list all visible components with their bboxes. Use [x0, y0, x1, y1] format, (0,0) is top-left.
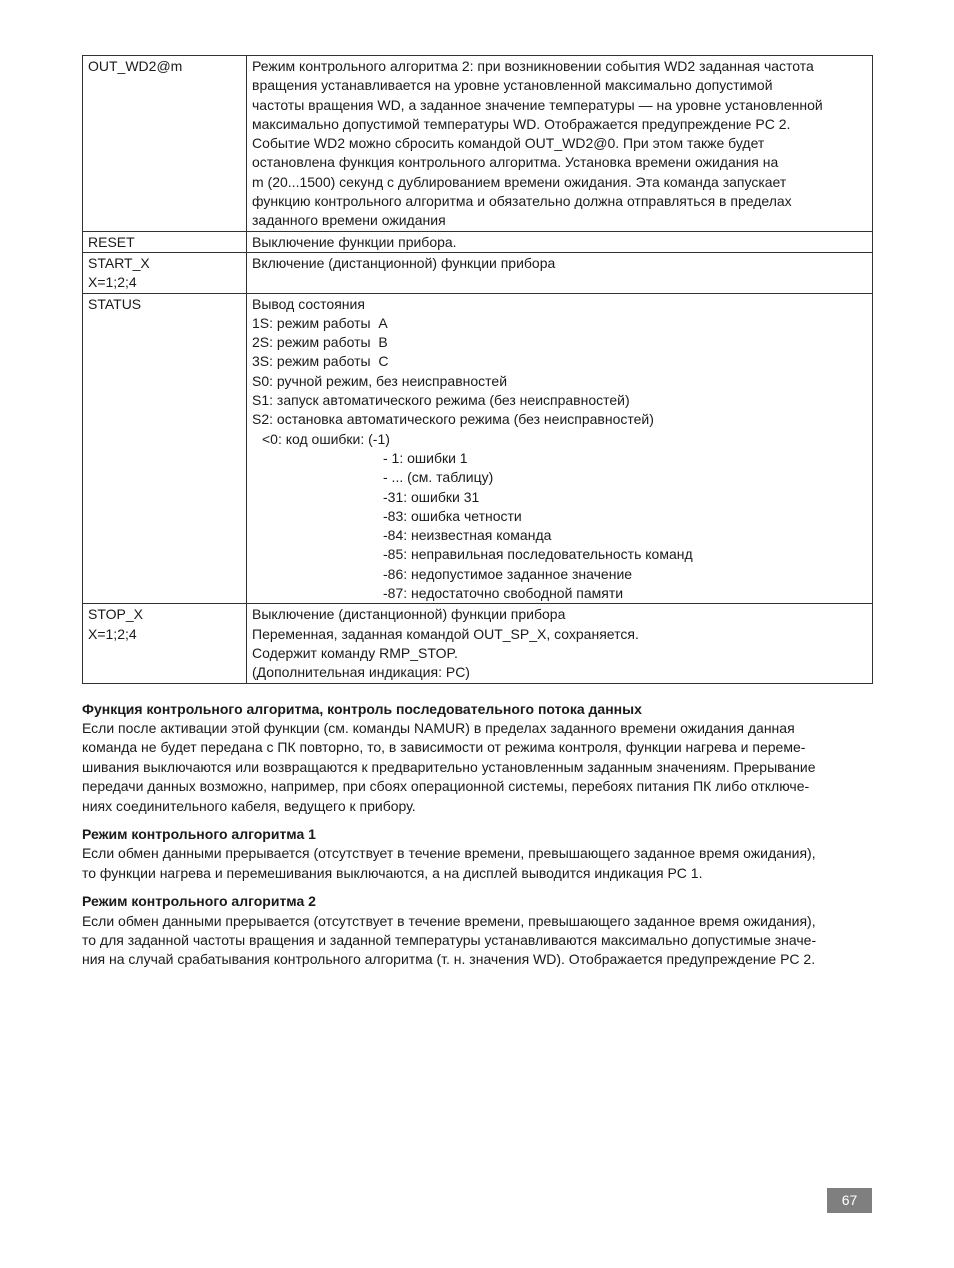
command-cell [83, 231, 247, 252]
description-line: (Дополнительная индикация: PC) [252, 664, 470, 681]
table-row [83, 252, 873, 293]
status-code-line: 3S: режим работы C [252, 353, 389, 370]
description-line: вращения устанавливается на уровне установленной максимально допустимой [252, 77, 773, 94]
command-name: STATUS [88, 295, 142, 312]
error-code-line: -84: неизвестная команда [383, 527, 552, 544]
section-body [82, 844, 873, 883]
section-body [82, 912, 873, 970]
section-watchdog-mode-1 [82, 825, 873, 883]
description-cell [247, 56, 873, 232]
description-line: максимально допустимой температуры WD. Отображается предупреждение PC 2. [252, 115, 791, 132]
table-row [83, 56, 873, 232]
description-line: Содержит команду RMP_STOP. [252, 644, 458, 661]
status-code-line: 1S: режим работы A [252, 314, 388, 331]
table-row [83, 231, 873, 252]
description-line: заданного времени ожидания [252, 212, 446, 229]
section-heading: Режим контрольного алгоритма 2 [82, 893, 316, 910]
command-cell [83, 293, 247, 604]
error-code-line: -86: недопустимое заданное значение [383, 565, 633, 582]
error-code-line: - ... (см. таблицу) [383, 469, 494, 486]
paragraph-line: передачи данных возможно, например, при сбоях операционной системы, перебоях питания ПК либо отключе- [82, 778, 810, 795]
error-code-line: -87: недостаточно свободной памяти [383, 585, 624, 602]
paragraph-line: Если обмен данными прерывается (отсутствует в течение времени, превышающего заданное время ожидания), [82, 912, 816, 929]
command-name: RESET [88, 233, 135, 250]
error-code-line: -85: неправильная последовательность команд [383, 546, 693, 563]
table-row [83, 293, 873, 604]
table-row [83, 604, 873, 683]
paragraph-line: то функции нагрева и перемешивания выключаются, а на дисплей выводится индикация PC 1. [82, 864, 703, 881]
command-name: STOP_X [88, 606, 143, 623]
paragraph-line: Если обмен данными прерывается (отсутствует в течение времени, превышающего заданное время ожидания), [82, 845, 816, 862]
paragraph-line: ниях соединительного кабеля, ведущего к прибору. [82, 797, 416, 814]
description-line: m (20...1500) секунд с дублированием времени ожидания. Эта команда запускает [252, 173, 787, 190]
description-line: Переменная, заданная командой OUT_SP_X, сохраняется. [252, 625, 639, 642]
description-line: Выключение функции прибора. [252, 233, 457, 250]
page-number: 67 [827, 1188, 872, 1213]
description-line: частоты вращения WD, а заданное значение температуры — на уровне установленной [252, 96, 823, 113]
paragraph-line: ния на случай срабатывания контрольного алгоритма (т. н. значения WD). Отображается предупреждение PC 2. [82, 951, 816, 968]
command-name: OUT_WD2@m [88, 58, 183, 74]
description-line: остановлена функция контрольного алгоритма. Установка времени ожидания на [252, 154, 779, 171]
error-code-line: - 1: ошибки 1 [383, 449, 468, 466]
paragraph-line: то для заданной частоты вращения и заданной температуры устанавливаются максимально допустимые значе- [82, 931, 817, 948]
paragraph-line: шивания выключаются или возвращаются к предварительно установленным заданным значениям. Прерывание [82, 758, 816, 775]
description-cell [247, 231, 873, 252]
paragraph-line: команда не будет передана с ПК повторно, то, в зависимости от режима контроля, функции нагрева и переме- [82, 739, 806, 756]
page-content [82, 55, 873, 979]
command-name: START_X [88, 254, 150, 271]
command-cell [83, 604, 247, 683]
section-watchdog-mode-2 [82, 892, 873, 970]
error-code-line: -31: ошибки 31 [383, 488, 480, 505]
description-cell [247, 252, 873, 293]
section-heading: Функция контрольного алгоритма, контроль последовательного потока данных [82, 700, 642, 717]
status-code-line: S2: остановка автоматического режима (без неисправностей) [252, 411, 654, 428]
section-body [82, 719, 873, 816]
description-line: Включение (дистанционной) функции прибора [252, 254, 556, 271]
section-heading: Режим контрольного алгоритма 1 [82, 825, 316, 842]
description-line: Событие WD2 можно сбросить командой OUT_WD2@0. При этом также будет [252, 135, 765, 152]
command-cell [83, 252, 247, 293]
description-cell [247, 293, 873, 604]
error-code-line: -83: ошибка четности [383, 507, 522, 524]
command-cell [83, 56, 247, 232]
description-line: Вывод состояния [252, 295, 365, 312]
command-parameter: X=1;2;4 [88, 274, 137, 291]
command-parameter: X=1;2;4 [88, 625, 137, 642]
status-code-line: 2S: режим работы B [252, 334, 388, 351]
status-code-line: S1: запуск автоматического режима (без неисправностей) [252, 392, 630, 409]
paragraph-line: Если после активации этой функции (см. команды NAMUR) в пределах заданного времени ожидания данная [82, 719, 795, 736]
text-sections [82, 700, 873, 970]
section-watchdog [82, 700, 873, 816]
description-cell [247, 604, 873, 683]
description-line: Режим контрольного алгоритма 2: при возникновении события WD2 заданная частота [252, 58, 814, 74]
description-line: Выключение (дистанционной) функции прибора [252, 606, 566, 623]
command-table [82, 55, 873, 684]
description-line: функцию контрольного алгоритма и обязательно должна отправляться в пределах [252, 193, 792, 210]
status-code-line: S0: ручной режим, без неисправностей [252, 372, 508, 389]
error-code-heading: <0: код ошибки: (-1) [262, 430, 390, 447]
